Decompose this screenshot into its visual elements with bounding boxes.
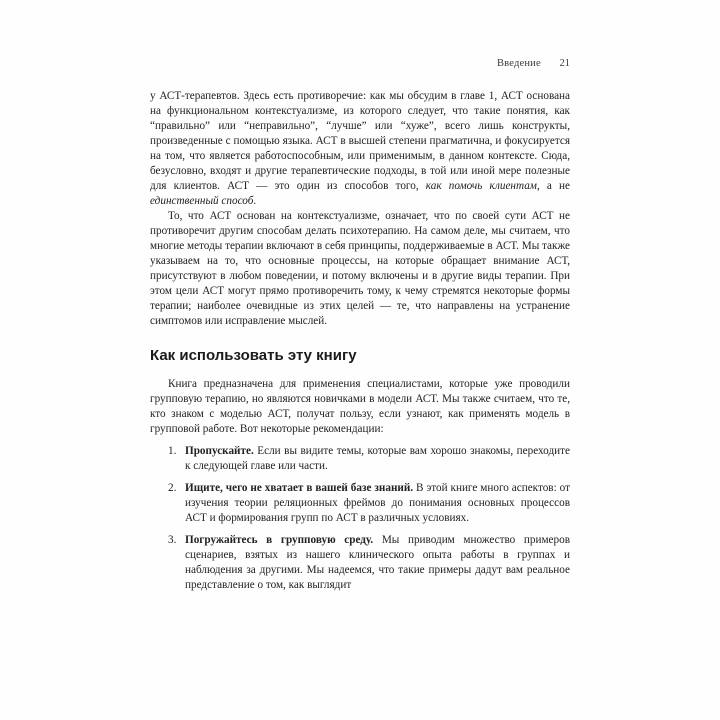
list-item-number: 3.: [168, 534, 177, 547]
section-heading: Как использовать эту книгу: [150, 347, 357, 364]
page-content: [150, 58, 570, 600]
list-item-number: 2.: [168, 482, 177, 495]
list-item-text: Пропускайте. Если вы видите темы, которые вам хорошо знакомы, переходите к следующей главе или части.: [185, 445, 570, 473]
list-item-number: 1.: [168, 445, 177, 458]
numbered-list: [168, 444, 570, 593]
list-item: [168, 533, 570, 593]
page-body: [150, 89, 570, 593]
list-item-text: Ищите, чего не хватает в вашей базе знаний. В этой книге много аспектов: от изучения теории реляционных фреймов до понимания основных процессов АСТ и формирования групп по АСТ в различных условиях.: [185, 482, 570, 525]
list-item: [168, 444, 570, 474]
page-header: [150, 58, 570, 69]
paragraph-continuation: у АСТ-терапевтов. Здесь есть противоречие: как мы обсудим в главе 1, АСТ основана на функциональном контекстуализме, из которого следует, что такие понятия, как “правильно” или “неправильно”, “лучше” или “хуже”, всего лишь конструкты, произведенные с помощью языка. АСТ в высшей степени прагматична, и фокусируется на том, что является работоспособным, или применимым, в данном контексте. Сюда, безусловно, входят и другие терапевтические подходы, в той или иной мере полезные для клиентов. АСТ — это один из способов того, как помочь клиентам, а не единственный способ.: [150, 90, 570, 207]
paragraph: Книга предназначена для применения специалистами, которые уже проводили групповую терапию, но являются новичками в модели АСТ. Мы также считаем, что те, кто знаком с моделью АСТ, получат пользу, если узнают, как применять модель в групповой работе. Вот некоторые рекомендации:: [150, 378, 570, 436]
list-item: [168, 481, 570, 526]
page-number: 21: [559, 58, 570, 69]
paragraph: То, что АСТ основан на контекстуализме, означает, что по своей сути АСТ не противоречит другим способам делать психотерапию. На самом деле, мы считаем, что многие методы терапии включают в себя принципы, поддерживаемые в АСТ. Мы также указываем на то, что основные процессы, на которые обращает внимание АСТ, присутствуют в любом поведении, и потому включены и в другие виды терапии. При этом цели АСТ могут прямо противоречить тому, к чему стремятся некоторые формы терапии; наиболее очевидные из этих целей — те, что направлены на устранение симптомов или исправление мыслей.: [150, 210, 570, 327]
list-item-text: Погружайтесь в групповую среду. Мы приводим множество примеров сценариев, взятых из нашего клинического опыта работы в группах и наблюдения за другими. Мы надеемся, что такие примеры дадут вам реальное представление о том, как выглядит: [185, 534, 570, 592]
running-head-section: Введение: [496, 58, 541, 69]
